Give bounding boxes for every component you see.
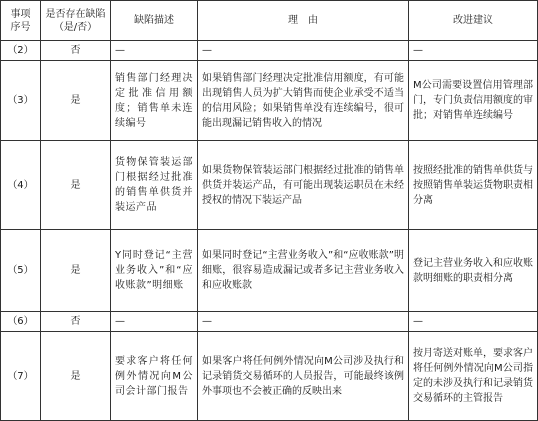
cell-item-no: （2）: [1, 41, 41, 61]
header-reason-text: 理 由: [288, 15, 318, 26]
header-defect-description: [111, 1, 198, 41]
cell-defect-description: —: [111, 41, 198, 61]
cell-item-no: （3）: [1, 61, 41, 141]
cell-defect-description: —: [111, 312, 198, 332]
table-row: [1, 61, 538, 141]
cell-item-no: （7）: [1, 332, 41, 421]
table-row: [1, 41, 538, 61]
cell-item-no: （6）: [1, 312, 41, 332]
table-row: [1, 332, 538, 421]
cell-improvement-suggestion: —: [409, 312, 538, 332]
cell-improvement-suggestion: —: [409, 41, 538, 61]
cell-defect-description: Y同时登记“主营业务收入”和“应收账款”明细账: [111, 230, 198, 312]
cell-improvement-suggestion: 登记主营业务收入和应收账款明细账的职责相分离: [409, 230, 538, 312]
cell-item-no: （4）: [1, 141, 41, 230]
table-row: [1, 230, 538, 312]
cell-defect-description: 销售部门经理决定批准信用额度；销售单未连续编号: [111, 61, 198, 141]
cell-defect-exists: 是: [41, 332, 111, 421]
cell-defect-exists: 否: [41, 41, 111, 61]
header-defect-exists-text: 是否存在缺陷 （是/否）: [45, 8, 106, 33]
header-defect-exists: [41, 1, 111, 41]
cell-improvement-suggestion: 按月寄送对账单，要求客户将任何例外情况向M公司指定的未涉及执行和记录销货交易循环的主管报告: [409, 332, 538, 421]
header-row: [1, 1, 538, 41]
header-improvement-suggestion: [409, 1, 538, 41]
cell-defect-exists: 是: [41, 61, 111, 141]
header-improvement-suggestion-text: 改进建议: [453, 15, 493, 26]
table-row: [1, 312, 538, 332]
cell-reason: 如果货物保管装运部门根据经过批准的销售单供货并装运产品，有可能出现装运职员在未经授权的情况下装运产品: [198, 141, 409, 230]
cell-reason: —: [198, 312, 409, 332]
cell-defect-exists: 是: [41, 141, 111, 230]
cell-defect-exists: 否: [41, 312, 111, 332]
cell-reason: 如果同时登记“主营业务收入”和“应收账款”明细账，很容易造成漏记或者多记主营业务收入和应收账款: [198, 230, 409, 312]
cell-defect-description: 货物保管装运部门根据经过批准的销售单供货并装运产品: [111, 141, 198, 230]
header-reason: [198, 1, 409, 41]
cell-reason: 如果客户将任何例外情况向M公司涉及执行和记录销货交易循环的人员报告，可能最终该例外事项也不会被正确的反映出来: [198, 332, 409, 421]
cell-item-no: （5）: [1, 230, 41, 312]
cell-reason: —: [198, 41, 409, 61]
cell-defect-exists: 是: [41, 230, 111, 312]
table-row: [1, 141, 538, 230]
cell-improvement-suggestion: M公司需要设置信用管理部门，专门负责信用额度的审批；对销售单连续编号: [409, 61, 538, 141]
header-item-no-text: 事项 序号: [10, 8, 31, 33]
header-item-no: [1, 1, 41, 41]
cell-defect-description: 要求客户将任何例外情况向M公司会计部门报告: [111, 332, 198, 421]
header-defect-description-text: 缺陷描述: [134, 15, 174, 26]
cell-improvement-suggestion: 按照经批准的销售单供货与按照销售单装运货物职责相分离: [409, 141, 538, 230]
cell-reason: 如果销售部门经理决定批准信用额度，有可能出现销售人员为扩大销售而使企业承受不适当的信用风险；如果销售单没有连续编号，很可能出现漏记销售收入的情况: [198, 61, 409, 141]
